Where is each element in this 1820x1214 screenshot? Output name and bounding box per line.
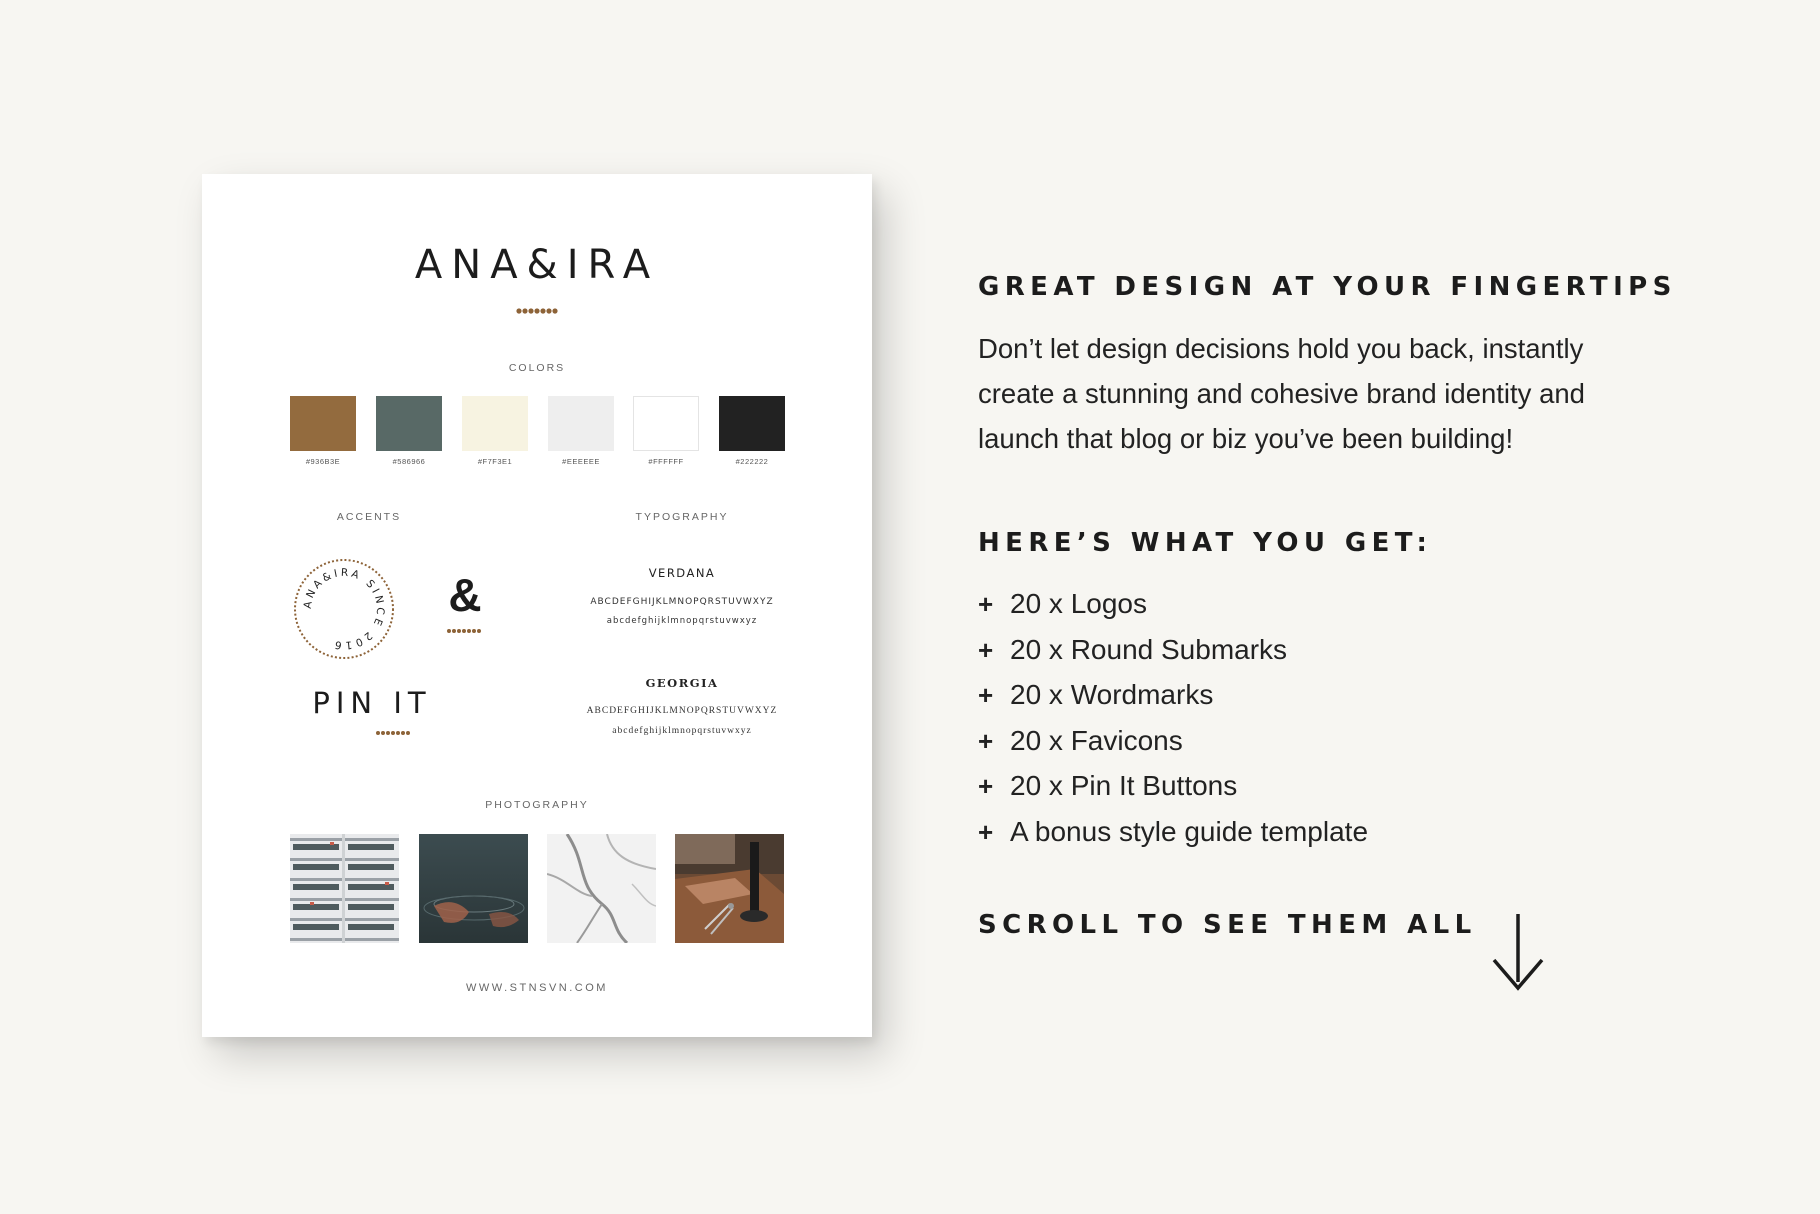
font-sample-lower: abcdefghijklmnopqrstuvwxyz: [612, 726, 752, 736]
list-item: [978, 627, 1368, 673]
list-item: [978, 718, 1368, 764]
list-item: [978, 672, 1368, 718]
swatch-hex-label: #222222: [735, 457, 769, 466]
swatch-hex-label: #EEEEEE: [562, 457, 600, 466]
plus-icon: +: [978, 771, 994, 802]
body-line: launch that blog or biz you’ve been building!: [978, 423, 1514, 454]
font-sample-upper: ABCDEFGHIJKLMNOPQRSTUVWXYZ: [590, 597, 774, 607]
color-swatch: [548, 396, 614, 451]
plus-icon: +: [978, 816, 994, 847]
website-url: WWW.STNSVN.COM: [466, 982, 608, 994]
swatch-hex-label: #F7F3E1: [477, 457, 513, 466]
color-swatch: [633, 396, 699, 451]
body-line: Don’t let design decisions hold you back, instantly: [978, 333, 1584, 364]
list-item: [978, 763, 1368, 809]
plus-icon: +: [978, 725, 994, 756]
ampersand-mark: &: [448, 569, 482, 621]
style-guide-sheet: [202, 174, 872, 1037]
decorative-dots: [515, 307, 559, 315]
photo-leather-desk: [675, 834, 784, 943]
photo-marble: [547, 834, 656, 943]
font-sample-upper: ABCDEFGHIJKLMNOPQRSTUVWXYZ: [586, 706, 778, 716]
svg-text:ANA&IRA SINCE 2016: [302, 567, 387, 651]
list-item-label: 20 x Pin It Buttons: [1010, 770, 1238, 802]
list-item-label: 20 x Favicons: [1010, 724, 1183, 756]
round-submark-seal: [290, 555, 398, 663]
list-item: [978, 581, 1368, 627]
list-item: [978, 809, 1368, 855]
font-name-verdana: VERDANA: [648, 566, 716, 580]
decorative-dots: [375, 730, 413, 736]
photo-building-facade: [290, 834, 399, 943]
color-swatch: [719, 396, 785, 451]
scroll-cta[interactable]: SCROLL TO SEE THEM ALL: [978, 910, 1477, 940]
subhead: HERE’S WHAT YOU GET:: [978, 528, 1433, 558]
swatch-hex-label: #FFFFFF: [648, 457, 684, 466]
plus-icon: +: [978, 634, 994, 665]
plus-icon: +: [978, 680, 994, 711]
list-item-label: 20 x Wordmarks: [1010, 679, 1214, 711]
list-item-label: 20 x Logos: [1010, 588, 1147, 619]
swatch-hex-label: #586966: [392, 457, 426, 466]
body-line: create a stunning and cohesive brand identity and: [978, 378, 1585, 409]
photo-water: [419, 834, 528, 943]
seal-text: ANA&IRA SINCE 2016: [301, 566, 387, 652]
benefits-list: [978, 581, 1368, 855]
brand-wordmark: ANA&IRA: [414, 242, 660, 288]
arrow-down-icon[interactable]: [1490, 912, 1546, 994]
colors-label: COLORS: [508, 362, 566, 374]
font-name-georgia: GEORGIA: [645, 676, 719, 690]
list-item-label: 20 x Round Submarks: [1010, 633, 1288, 665]
plus-icon: +: [978, 589, 994, 619]
headline: GREAT DESIGN AT YOUR FINGERTIPS: [978, 272, 1677, 302]
typography-label: TYPOGRAPHY: [635, 511, 729, 523]
color-swatch: [462, 396, 528, 451]
list-item-label: A bonus style guide template: [1010, 815, 1369, 847]
body-paragraph: [978, 326, 1678, 461]
pin-it-button-sample: PIN IT: [312, 686, 432, 720]
photography-label: PHOTOGRAPHY: [485, 799, 589, 811]
decorative-dots: [446, 628, 484, 634]
swatch-hex-label: #936B3E: [305, 457, 341, 466]
accents-label: ACCENTS: [336, 511, 402, 523]
color-swatch: [290, 396, 356, 451]
font-sample-lower: abcdefghijklmnopqrstuvwxyz: [606, 616, 758, 626]
color-swatch: [376, 396, 442, 451]
